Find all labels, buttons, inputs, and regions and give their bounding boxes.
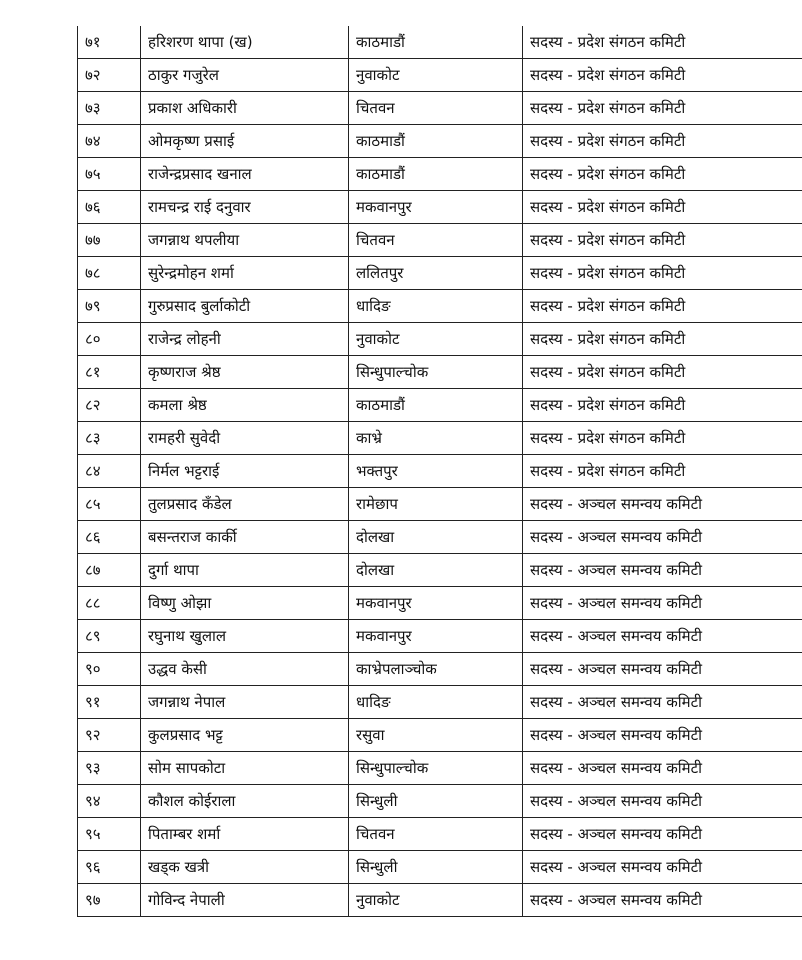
serial-number-cell: ९० (78, 653, 141, 686)
position-cell: सदस्य - अञ्चल समन्वय कमिटी (523, 686, 802, 719)
serial-number-cell: ७२ (78, 59, 141, 92)
serial-number-cell: ७३ (78, 92, 141, 125)
position-cell: सदस्य - अञ्चल समन्वय कमिटी (523, 851, 802, 884)
district-cell: मकवानपुर (349, 620, 523, 653)
member-name-cell: गोविन्द नेपाली (141, 884, 349, 917)
member-name-cell: हरिशरण थापा (ख) (141, 26, 349, 59)
serial-number-cell: ८० (78, 323, 141, 356)
serial-number-cell: ८५ (78, 488, 141, 521)
member-name-cell: राजेन्द्रप्रसाद खनाल (141, 158, 349, 191)
district-cell: चितवन (349, 224, 523, 257)
table-row (78, 26, 802, 59)
district-cell: रसुवा (349, 719, 523, 752)
table-row (78, 290, 802, 323)
position-cell: सदस्य - प्रदेश संगठन कमिटी (523, 26, 802, 59)
district-cell: दोलखा (349, 521, 523, 554)
serial-number-cell: ९१ (78, 686, 141, 719)
district-cell: सिन्धुली (349, 785, 523, 818)
member-name-cell: तुलप्रसाद कँडेल (141, 488, 349, 521)
member-name-cell: कौशल कोईराला (141, 785, 349, 818)
district-cell: रामेछाप (349, 488, 523, 521)
member-name-cell: विष्णु ओझा (141, 587, 349, 620)
table-row (78, 785, 802, 818)
position-cell: सदस्य - अञ्चल समन्वय कमिटी (523, 785, 802, 818)
member-name-cell: कुलप्रसाद भट्ट (141, 719, 349, 752)
serial-number-cell: ७४ (78, 125, 141, 158)
table-row (78, 257, 802, 290)
serial-number-cell: ८८ (78, 587, 141, 620)
position-cell: सदस्य - अञ्चल समन्वय कमिटी (523, 554, 802, 587)
district-cell: काठमाडौं (349, 389, 523, 422)
table-row (78, 587, 802, 620)
position-cell: सदस्य - प्रदेश संगठन कमिटी (523, 191, 802, 224)
member-name-cell: खड्क खत्री (141, 851, 349, 884)
position-cell: सदस्य - अञ्चल समन्वय कमिटी (523, 884, 802, 917)
serial-number-cell: ९३ (78, 752, 141, 785)
table-row (78, 686, 802, 719)
member-name-cell: रघुनाथ खुलाल (141, 620, 349, 653)
serial-number-cell: ८९ (78, 620, 141, 653)
position-cell: सदस्य - अञ्चल समन्वय कमिटी (523, 719, 802, 752)
district-cell: सिन्धुली (349, 851, 523, 884)
position-cell: सदस्य - प्रदेश संगठन कमिटी (523, 158, 802, 191)
serial-number-cell: ७७ (78, 224, 141, 257)
table-row (78, 158, 802, 191)
serial-number-cell: ७१ (78, 26, 141, 59)
table-row (78, 719, 802, 752)
serial-number-cell: ८४ (78, 455, 141, 488)
member-name-cell: गुरुप्रसाद बुर्लाकोटी (141, 290, 349, 323)
serial-number-cell: ९४ (78, 785, 141, 818)
district-cell: नुवाकोट (349, 59, 523, 92)
serial-number-cell: ९६ (78, 851, 141, 884)
position-cell: सदस्य - अञ्चल समन्वय कमिटी (523, 752, 802, 785)
member-name-cell: कृष्णराज श्रेष्ठ (141, 356, 349, 389)
district-cell: काभ्रेपलाञ्चोक (349, 653, 523, 686)
serial-number-cell: ७६ (78, 191, 141, 224)
position-cell: सदस्य - प्रदेश संगठन कमिटी (523, 224, 802, 257)
member-name-cell: पिताम्बर शर्मा (141, 818, 349, 851)
serial-number-cell: ८७ (78, 554, 141, 587)
position-cell: सदस्य - अञ्चल समन्वय कमिटी (523, 488, 802, 521)
district-cell: मकवानपुर (349, 587, 523, 620)
district-cell: चितवन (349, 92, 523, 125)
district-cell: दोलखा (349, 554, 523, 587)
position-cell: सदस्य - प्रदेश संगठन कमिटी (523, 59, 802, 92)
table-row (78, 125, 802, 158)
position-cell: सदस्य - अञ्चल समन्वय कमिटी (523, 818, 802, 851)
member-table-body (78, 26, 802, 917)
district-cell: चितवन (349, 818, 523, 851)
member-name-cell: प्रकाश अधिकारी (141, 92, 349, 125)
member-name-cell: ओमकृष्ण प्रसाई (141, 125, 349, 158)
table-row (78, 554, 802, 587)
table-row (78, 356, 802, 389)
member-name-cell: कमला श्रेष्ठ (141, 389, 349, 422)
table-row (78, 488, 802, 521)
serial-number-cell: ७९ (78, 290, 141, 323)
position-cell: सदस्य - प्रदेश संगठन कमिटी (523, 455, 802, 488)
member-name-cell: जगन्नाथ नेपाल (141, 686, 349, 719)
position-cell: सदस्य - प्रदेश संगठन कमिटी (523, 422, 802, 455)
member-name-cell: निर्मल भट्टराई (141, 455, 349, 488)
position-cell: सदस्य - प्रदेश संगठन कमिटी (523, 323, 802, 356)
member-name-cell: सुरेन्द्रमोहन शर्मा (141, 257, 349, 290)
table-row (78, 653, 802, 686)
serial-number-cell: ७८ (78, 257, 141, 290)
position-cell: सदस्य - प्रदेश संगठन कमिटी (523, 356, 802, 389)
district-cell: काभ्रे (349, 422, 523, 455)
serial-number-cell: ९५ (78, 818, 141, 851)
member-name-cell: उद्धव केसी (141, 653, 349, 686)
serial-number-cell: ८१ (78, 356, 141, 389)
table-row (78, 620, 802, 653)
member-name-cell: बसन्तराज कार्की (141, 521, 349, 554)
table-row (78, 191, 802, 224)
district-cell: मकवानपुर (349, 191, 523, 224)
serial-number-cell: ८२ (78, 389, 141, 422)
position-cell: सदस्य - प्रदेश संगठन कमिटी (523, 290, 802, 323)
member-name-cell: जगन्नाथ थपलीया (141, 224, 349, 257)
table-row (78, 422, 802, 455)
district-cell: नुवाकोट (349, 323, 523, 356)
serial-number-cell: ७५ (78, 158, 141, 191)
district-cell: धादिङ (349, 686, 523, 719)
table-row (78, 851, 802, 884)
member-table (77, 26, 802, 917)
table-row (78, 92, 802, 125)
member-name-cell: रामचन्द्र राई दनुवार (141, 191, 349, 224)
table-row (78, 818, 802, 851)
table-row (78, 389, 802, 422)
serial-number-cell: ९७ (78, 884, 141, 917)
serial-number-cell: ८६ (78, 521, 141, 554)
serial-number-cell: ८३ (78, 422, 141, 455)
position-cell: सदस्य - अञ्चल समन्वय कमिटी (523, 521, 802, 554)
district-cell: ललितपुर (349, 257, 523, 290)
district-cell: सिन्धुपाल्चोक (349, 356, 523, 389)
position-cell: सदस्य - अञ्चल समन्वय कमिटी (523, 653, 802, 686)
table-row (78, 752, 802, 785)
table-row (78, 224, 802, 257)
member-name-cell: ठाकुर गजुरेल (141, 59, 349, 92)
member-name-cell: रामहरी सुवेदी (141, 422, 349, 455)
district-cell: काठमाडौं (349, 125, 523, 158)
member-name-cell: दुर्गा थापा (141, 554, 349, 587)
table-row (78, 884, 802, 917)
position-cell: सदस्य - अञ्चल समन्वय कमिटी (523, 620, 802, 653)
member-name-cell: सोम सापकोटा (141, 752, 349, 785)
district-cell: काठमाडौं (349, 158, 523, 191)
table-row (78, 323, 802, 356)
district-cell: धादिङ (349, 290, 523, 323)
district-cell: सिन्धुपाल्चोक (349, 752, 523, 785)
serial-number-cell: ९२ (78, 719, 141, 752)
position-cell: सदस्य - प्रदेश संगठन कमिटी (523, 92, 802, 125)
position-cell: सदस्य - प्रदेश संगठन कमिटी (523, 257, 802, 290)
table-row (78, 455, 802, 488)
member-name-cell: राजेन्द्र लोहनी (141, 323, 349, 356)
position-cell: सदस्य - प्रदेश संगठन कमिटी (523, 389, 802, 422)
position-cell: सदस्य - प्रदेश संगठन कमिटी (523, 125, 802, 158)
table-row (78, 59, 802, 92)
table-row (78, 521, 802, 554)
district-cell: नुवाकोट (349, 884, 523, 917)
position-cell: सदस्य - अञ्चल समन्वय कमिटी (523, 587, 802, 620)
district-cell: भक्तपुर (349, 455, 523, 488)
district-cell: काठमाडौं (349, 26, 523, 59)
